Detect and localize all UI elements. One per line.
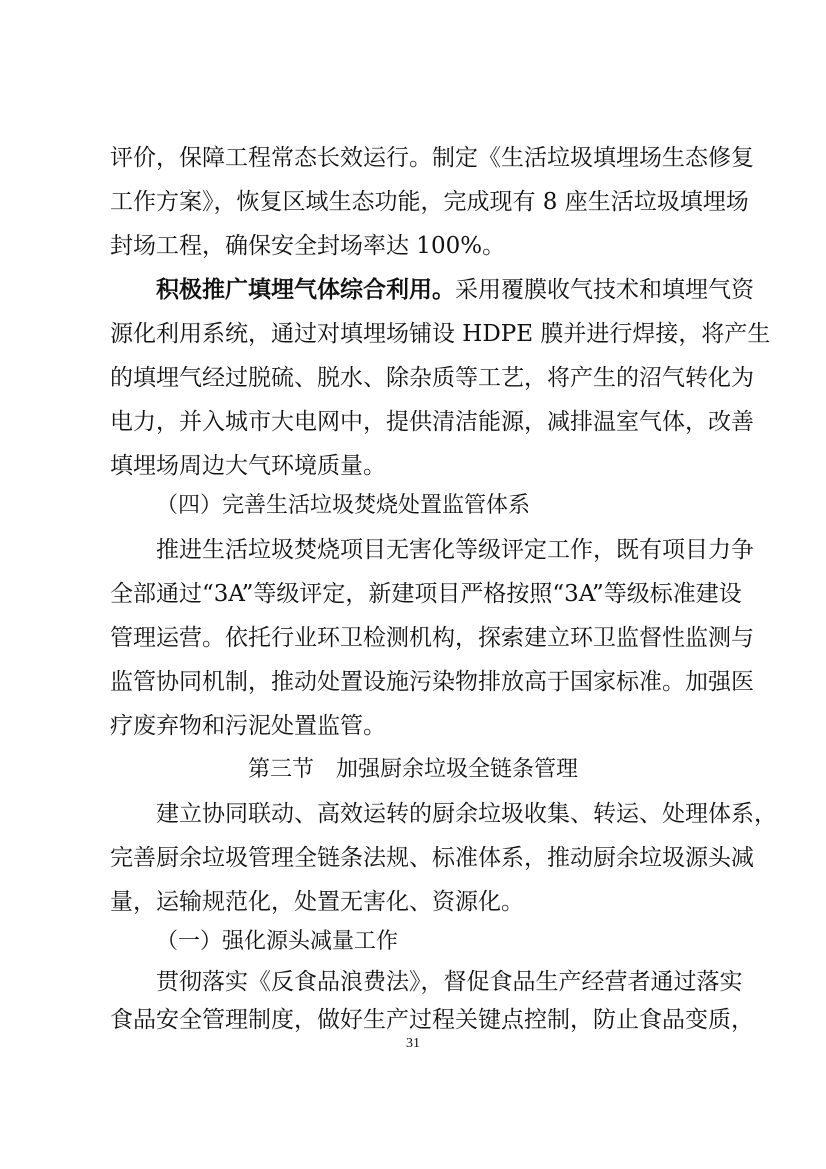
section-title: 第三节 加强厨余垃圾全链条管理 [247, 757, 578, 782]
text-line: 源化利用系统，通过对填埋场铺设 HDPE 膜并进行焊接，将产生 [110, 321, 771, 347]
subsection-heading: （一）强化源头减量工作 [156, 929, 399, 954]
paragraph-lead-line [156, 275, 754, 305]
subsection-heading: （四）完善生活垃圾焚烧处置监管体系 [156, 493, 531, 518]
text-line: 管理运营。依托行业环卫检测机构，探索建立环卫监督性监测与 [110, 625, 754, 651]
text-line: 封场工程，确保安全封场率达 100%。 [110, 233, 506, 259]
text-line: 完善厨余垃圾管理全链条法规、标准体系，推动厨余垃圾源头减 [110, 845, 754, 871]
text-line: 建立协同联动、高效运转的厨余垃圾收集、转运、处理体系， [156, 801, 777, 827]
text-line: 量，运输规范化，处置无害化、资源化。 [110, 889, 524, 915]
text-line: 食品安全管理制度，做好生产过程关键点控制，防止食品变质， [110, 1007, 754, 1033]
text-line: 填埋场周边大气环境质量。 [110, 453, 386, 479]
text-line: 监管协同机制，推动处置设施污染物排放高于国家标准。加强医 [110, 669, 754, 695]
page-number: 31 [406, 1036, 420, 1051]
text-line: 疗废弃物和污泥处置监管。 [110, 713, 386, 739]
text-line: 电力，并入城市大电网中，提供清洁能源，减排温室气体，改善 [110, 409, 754, 435]
text-line: 全部通过“3A”等级评定，新建项目严格按照“3A”等级标准建设 [110, 581, 742, 607]
bold-lead: 积极推广填埋气体综合利用。 [156, 276, 455, 303]
text-line: 贯彻落实《反食品浪费法》，督促食品生产经营者通过落实 [156, 969, 743, 995]
text-line: 工作方案》，恢复区域生态功能，完成现有 8 座生活垃圾填埋场 [110, 189, 749, 215]
text-line: 的填埋气经过脱硫、脱水、除杂质等工艺，将产生的沼气转化为 [110, 365, 754, 391]
text-line: 推进生活垃圾焚烧项目无害化等级评定工作，既有项目力争 [156, 537, 754, 563]
lead-rest: 采用覆膜收气技术和填埋气资 [455, 277, 754, 303]
text-line: 评价，保障工程常态长效运行。制定《生活垃圾填埋场生态修复 [110, 145, 754, 171]
